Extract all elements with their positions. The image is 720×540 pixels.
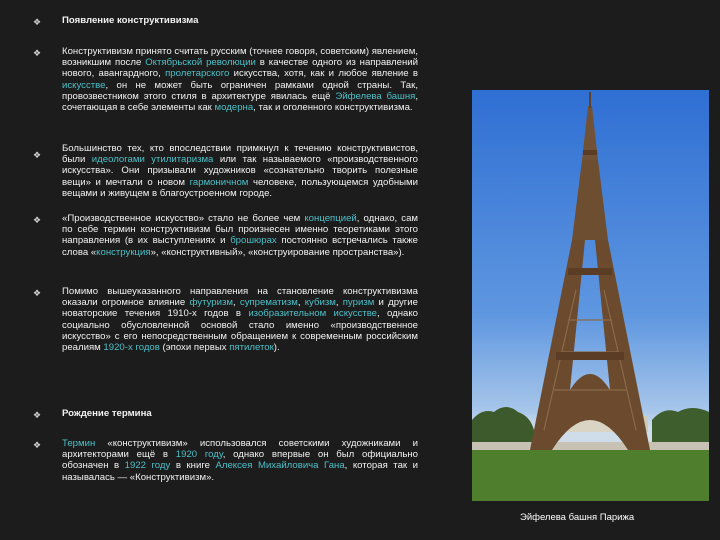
section1-paragraph-3: [62, 213, 418, 258]
section2-heading: Рождение термина: [62, 408, 152, 419]
paragraph-text: , однако социально обусловленной основой стало именно «производственное искусство» с его непосредственным обращением к современным российским реалиям: [62, 308, 418, 354]
eiffel-tower-icon: [472, 90, 709, 501]
section2-paragraph-1: [62, 438, 418, 483]
bullet-icon: ❖: [33, 48, 42, 58]
hyperlink[interactable]: пятилеток: [229, 342, 274, 354]
hyperlink[interactable]: идеологами утилитаризма: [91, 154, 214, 166]
hyperlink[interactable]: Термин: [62, 438, 96, 449]
paragraph-text: Конструктивизм принято считать русским (точнее говоря, советским) явлением, возникшим после: [62, 46, 418, 69]
paragraph-text: Помимо вышеуказанного направления на становление конструктивизма оказали огромное влияние: [62, 286, 418, 309]
section1-heading: Появление конструктивизма: [62, 15, 199, 26]
section1-paragraph-1: [62, 46, 418, 113]
bullet-icon: ❖: [33, 410, 42, 420]
paragraph-text: , однако впервые он был официально обозначен в: [62, 449, 418, 472]
hyperlink[interactable]: пуризм: [342, 297, 375, 309]
paragraph-text: постоянно встречались также слова «: [62, 235, 418, 258]
bullet-icon: ❖: [33, 440, 42, 450]
bullet-icon: ❖: [33, 215, 42, 225]
hyperlink[interactable]: Алексея Михайловича Гана: [215, 460, 345, 472]
paragraph-text: », «конструктивный», «конструирование пространства»).: [150, 246, 405, 258]
bullet-icon: ❖: [33, 288, 42, 298]
paragraph-text: ).: [273, 342, 280, 354]
section1-paragraph-4: [62, 286, 418, 353]
eiffel-tower-photo: [472, 90, 709, 501]
bullet-icon: ❖: [33, 17, 42, 27]
hyperlink[interactable]: брошюрах: [230, 235, 277, 247]
paragraph-text: «Производственное искусство» стало не более чем: [62, 213, 305, 224]
paragraph-text: человеке, пользующемся удобными вещами и живущем в благоустроенном городе.: [62, 176, 418, 199]
paragraph-text: , однако, сам по себе термин конструктивизм был произнесен именно теоретиками этого направления (в их выступлениях и: [62, 213, 419, 247]
hyperlink[interactable]: футуризм: [189, 297, 233, 309]
paragraph-text: в книге: [170, 460, 216, 472]
paragraph-text: (эпохи первых: [159, 342, 230, 354]
hyperlink[interactable]: пролетарского: [165, 68, 230, 80]
bullet-icon: ❖: [33, 150, 42, 160]
paragraph-text: ,: [335, 297, 343, 309]
paragraph-text: в качестве одного из направлений нового, авангардного,: [62, 57, 418, 80]
paragraph-text: и другие новаторские течения 1910-х годов в: [62, 297, 418, 320]
hyperlink[interactable]: концепцией: [304, 213, 357, 224]
hyperlink[interactable]: конструкция: [96, 246, 151, 258]
hyperlink[interactable]: Октябрьской революции: [145, 57, 256, 69]
photo-caption: Эйфелева башня Парижа: [520, 512, 635, 523]
hyperlink[interactable]: искусстве: [62, 79, 106, 91]
hyperlink[interactable]: 1920-х годов: [103, 342, 160, 354]
section1-paragraph-2: [62, 143, 418, 199]
paragraph-text: , так и оголенного конструктивизма.: [253, 102, 413, 114]
hyperlink[interactable]: 1922 году: [124, 460, 171, 472]
paragraph-text: , он не может быть ограничен рамками одной страны. Так, провозвестником этого стиля в архитектуре явилась ещё: [62, 79, 418, 102]
hyperlink[interactable]: Эйфелева башня: [335, 90, 416, 102]
hyperlink[interactable]: супрематизм: [239, 297, 298, 309]
paragraph-text: ,: [232, 297, 240, 309]
paragraph-text: ,: [297, 297, 305, 309]
paragraph-text: или так называемого «производственного искусства». Они призывали художников «сознательно творить полезные вещи» и мечтали о новом: [62, 154, 419, 188]
hyperlink[interactable]: изобразительном искусстве: [248, 308, 378, 320]
paragraph-text: Большинство тех, кто впоследствии примкнул к течению конструктивистов, были: [62, 143, 418, 166]
paragraph-text: искусства, хотя, как и любое явление в: [229, 68, 418, 80]
paragraph-text: «конструктивизм» использовался советскими художниками и архитекторами ещё в: [62, 438, 418, 461]
hyperlink[interactable]: кубизм: [304, 297, 336, 309]
paragraph-text: , которая так и называлась — «Конструктивизм».: [62, 460, 418, 483]
hyperlink[interactable]: модерна: [214, 102, 254, 114]
paragraph-text: , сочетающая в себе элементы как: [62, 90, 419, 114]
hyperlink[interactable]: 1920 году: [175, 449, 223, 461]
hyperlink[interactable]: гармоничном: [189, 176, 249, 188]
